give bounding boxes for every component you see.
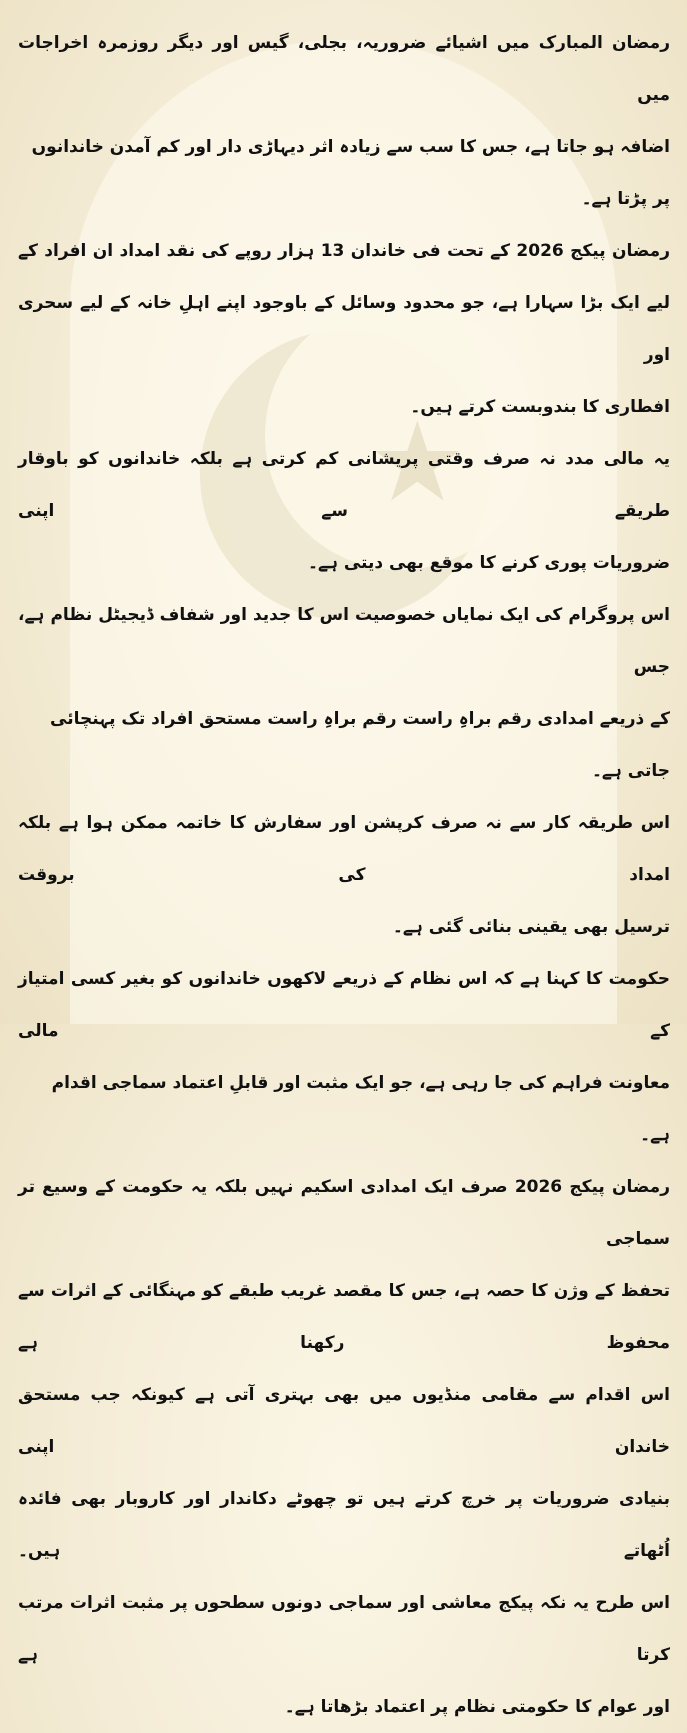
paragraph — [18, 225, 670, 433]
text-line: افطاری کا بندوبست کرتے ہیں۔ — [410, 397, 670, 417]
paragraph — [18, 953, 670, 1161]
text-line: تحفظ کے وژن کا حصہ ہے، جس کا مقصد غریب طبقے کو مہنگائی کے اثرات سے محفوظ رکھنا ہے — [18, 1281, 670, 1353]
paragraph — [18, 1161, 670, 1733]
text-line: معاونت فراہم کی جا رہی ہے، جو ایک مثبت اور قابلِ اعتماد سماجی اقدام ہے۔ — [51, 1073, 670, 1145]
text-line: اس اقدام سے مقامی منڈیوں میں بھی بہتری آتی ہے کیونکہ جب مستحق خاندان اپنی — [18, 1385, 670, 1457]
paragraph — [18, 589, 670, 797]
text-line: اضافہ ہو جاتا ہے، جس کا سب سے زیادہ اثر دیہاڑی دار اور کم آمدن خاندانوں پر پڑتا ہے۔ — [31, 137, 670, 209]
text-line: بنیادی ضروریات پر خرچ کرتے ہیں تو چھوٹے دکاندار اور کاروبار بھی فائدہ اُٹھاتے ہیں۔ — [18, 1489, 670, 1561]
text-line: لیے ایک بڑا سہارا ہے، جو محدود وسائل کے باوجود اپنے اہلِ خانہ کے لیے سحری اور — [18, 293, 670, 365]
text-line: ضروریات پوری کرنے کا موقع بھی دیتی ہے۔ — [308, 553, 670, 573]
star-icon: ★ — [368, 402, 467, 524]
text-line: اور عوام کا حکومتی نظام پر اعتماد بڑھاتا ہے۔ — [284, 1697, 670, 1717]
text-line: اس طرح یہ نکہ پیکج معاشی اور سماجی دونوں سطحوں پر مثبت اثرات مرتب کرتا ہے — [18, 1593, 670, 1665]
text-line: رمضان المبارک میں اشیائے ضروریہ، بجلی، گیس اور دیگر روزمرہ اخراجات میں — [18, 33, 670, 105]
text-line: حکومت کا کہنا ہے کہ اس نظام کے ذریعے لاکھوں خاندانوں کو بغیر کسی امتیاز کے مالی — [18, 969, 670, 1041]
text-line: رمضان پیکج 2026 کے تحت فی خاندان 13 ہزار روپے کی نقد امداد ان افراد کے — [18, 241, 670, 261]
paragraph — [18, 17, 670, 225]
text-line: کے ذریعے امدادی رقم براہِ راست رقم براہِ راست مستحق افراد تک پہنچائی جاتی ہے۔ — [50, 709, 670, 781]
paragraph — [18, 433, 670, 589]
text-line: اس پروگرام کی ایک نمایاں خصوصیت اس کا جدید اور شفاف ڈیجیٹل نظام ہے، جس — [18, 605, 670, 677]
text-line: اس طریقہ کار سے نہ صرف کرپشن اور سفارش کا خاتمہ ممکن ہوا ہے بلکہ امداد کی بروقت — [18, 813, 670, 885]
text-line: رمضان پیکج 2026 صرف ایک امدادی اسکیم نہیں بلکہ یہ حکومت کے وسیع تر سماجی — [18, 1177, 670, 1249]
text-line: یہ مالی مدد نہ صرف وقتی پریشانی کم کرتی ہے بلکہ خاندانوں کو باوقار طریقے سے اپنی — [18, 449, 670, 521]
text-line: ترسیل بھی یقینی بنائی گئی ہے۔ — [392, 917, 670, 937]
paragraph — [18, 797, 670, 953]
article-body — [18, 17, 670, 1733]
